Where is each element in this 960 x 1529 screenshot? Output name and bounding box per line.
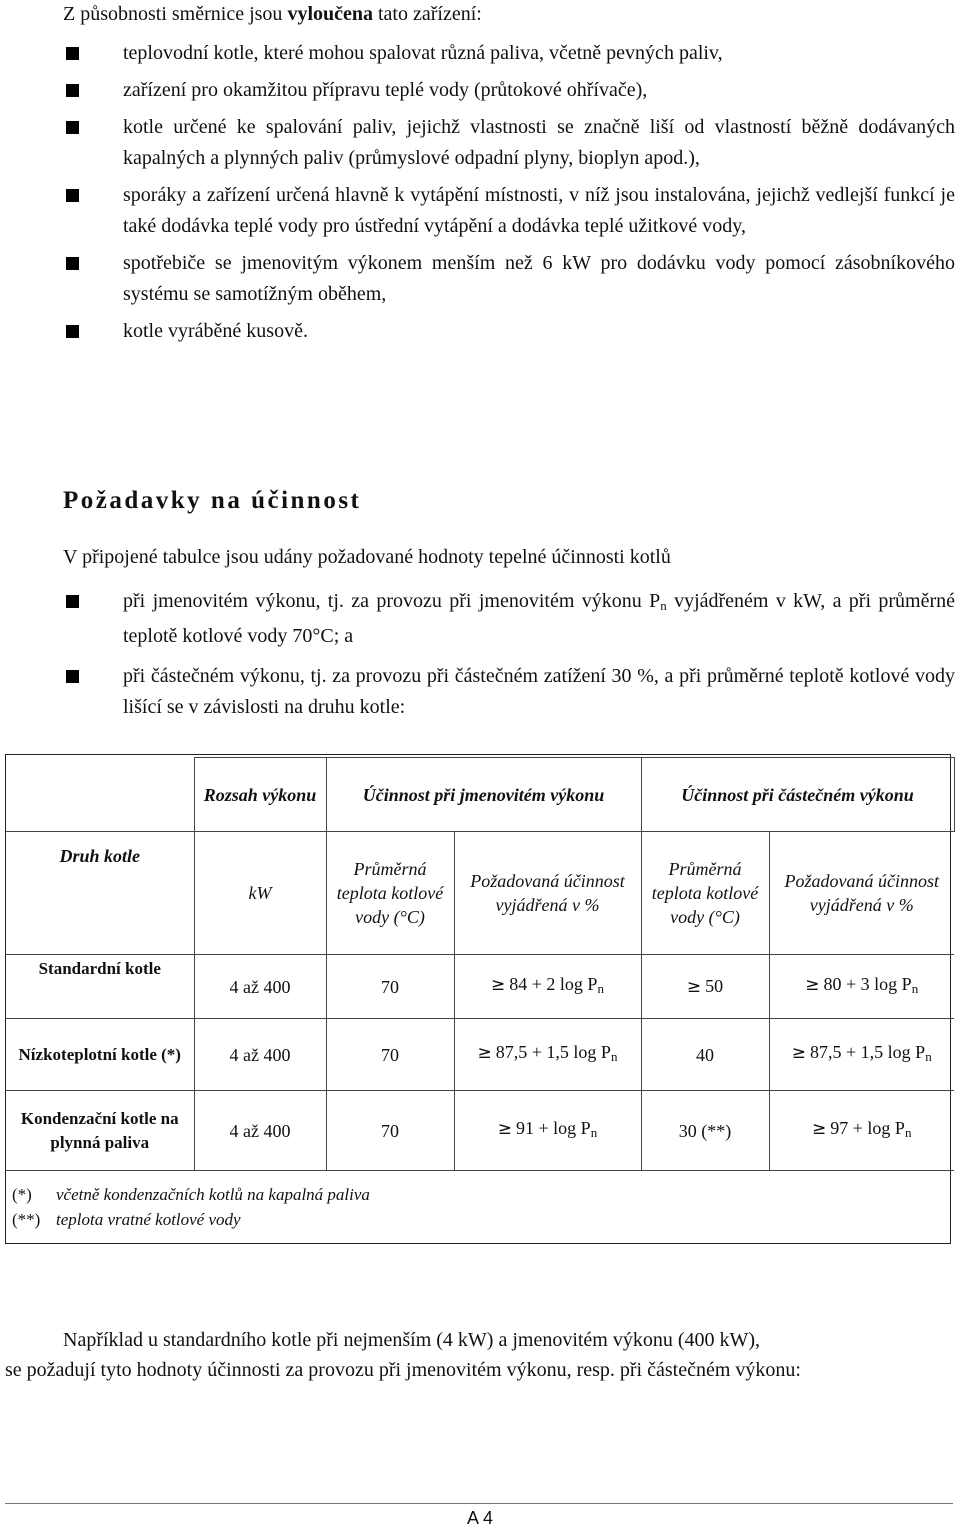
section-heading: Požadavky na účinnost xyxy=(63,487,362,514)
square-bullet-icon xyxy=(66,670,79,683)
list-item: při částečném výkonu, tj. za provozu při částečném zatížení 30 %, a při průměrné teplotě kotlové vody lišící se v závislosti na druhu kotle: xyxy=(63,661,955,723)
condition-list xyxy=(63,586,955,732)
table-notes xyxy=(12,1182,370,1232)
header-boiler-type: Druh kotle xyxy=(6,832,194,955)
table-row: Nízkoteplotní kotle (*) 4 až 400 70 ≥ 87,5 + 1,5 $\log P_n$ 40 ≥ 87,5 + 1,5 $\log P_n$ xyxy=(6,1019,954,1091)
square-bullet-icon xyxy=(66,47,79,60)
ge-symbol: ≥ xyxy=(812,1119,827,1139)
intro-sentence xyxy=(63,0,953,28)
intro-before: Z působnosti směrnice jsou xyxy=(63,3,288,25)
ge-symbol: ≥ xyxy=(686,977,702,997)
footer-divider xyxy=(5,1503,953,1504)
page-number: A 4 xyxy=(466,1508,494,1528)
ge-symbol: ≥ xyxy=(791,1043,807,1063)
square-bullet-icon xyxy=(66,595,79,608)
table-sub-header-row xyxy=(6,832,954,955)
list-item: teplovodní kotle, které mohou spalovat různá paliva, včetně pevných paliv, xyxy=(63,38,955,69)
header-unit: kW xyxy=(194,832,326,955)
header-partial: Účinnost při částečném výkonu xyxy=(641,758,954,832)
ge-symbol: ≥ xyxy=(497,1119,513,1139)
intro-after: tato zařízení: xyxy=(373,3,482,25)
header-nom-eff: Požadovaná účinnost vyjádřená v % xyxy=(454,832,641,955)
ge-symbol: ≥ xyxy=(477,1043,492,1063)
list-item: kotle určené ke spalování paliv, jejichž vlastnosti se značně liší od vlastností běžně dodávaných kapalných a plynných paliv (průmyslové odpadní plyny, bioplyn apod.), xyxy=(63,112,955,174)
square-bullet-icon xyxy=(66,189,79,202)
intro-bold: vyloučena xyxy=(287,3,373,25)
note-item: (**) teplota vratné kotlové vody xyxy=(12,1210,241,1229)
list-item: spotřebiče se jmenovitým výkonem menším než 6 kW pro dodávku vody pomocí zásobníkového systému se samotížným oběhem, xyxy=(63,248,955,310)
square-bullet-icon xyxy=(66,84,79,97)
header-part-temp: Průměrná teplota kotlové vody (°C) xyxy=(641,832,769,955)
square-bullet-icon xyxy=(66,257,79,270)
header-nominal: Účinnost při jmenovitém výkonu xyxy=(326,758,641,832)
header-nom-temp: Průměrná teplota kotlové vody (°C) xyxy=(326,832,454,955)
note-item: (*) včetně kondenzačních kotlů na kapalná paliva xyxy=(12,1185,370,1204)
header-part-eff: Požadovaná účinnost vyjádřená v % xyxy=(769,832,954,955)
header-power-range: Rozsah výkonu xyxy=(194,758,326,832)
section-paragraph: V připojené tabulce jsou udány požadované hodnoty tepelné účinnosti kotlů xyxy=(63,546,671,568)
list-item: při jmenovitém výkonu, tj. za provozu při jmenovitém výkonu $P_n$ vyjádřeném v kW, a při průměrné teplotě kotlové vody 70°C; a xyxy=(63,586,955,652)
ge-symbol: ≥ xyxy=(805,975,820,995)
exclusion-list xyxy=(63,38,955,353)
table-row: Kondenzační kotle na plynná paliva 4 až 400 70 ≥ $91 + \log P_n$ 30 (**) ≥ $97 + \log P_n$ xyxy=(6,1091,954,1171)
list-item: sporáky a zařízení určená hlavně k vytápění místnosti, v níž jsou instalována, jejichž vedlejší funkcí je také dodávka teplé vody pro ústřední vytápění a dodávka teplé užitkové vody, xyxy=(63,180,955,242)
ge-symbol: ≥ xyxy=(491,975,506,995)
square-bullet-icon xyxy=(66,121,79,134)
square-bullet-icon xyxy=(66,325,79,338)
table-group-header-row xyxy=(6,758,954,832)
efficiency-table xyxy=(6,757,955,1171)
table-row: Standardní kotle 4 až 400 70 ≥ 84 + 2 $\log P_n$ ≥ 50 ≥ 80 + 3 $\log P_n$ xyxy=(6,955,954,1019)
closing-paragraph: Například u standardního kotle při nejmenším (4 kW) a jmenovitém výkonu (400 kW), se požadují tyto hodnoty účinnosti za provozu při jmenovitém výkonu, resp. při částečném výkonu: xyxy=(5,1329,801,1381)
list-item: zařízení pro okamžitou přípravu teplé vody (průtokové ohřívače), xyxy=(63,75,955,106)
list-item: kotle vyráběné kusově. xyxy=(63,316,955,347)
